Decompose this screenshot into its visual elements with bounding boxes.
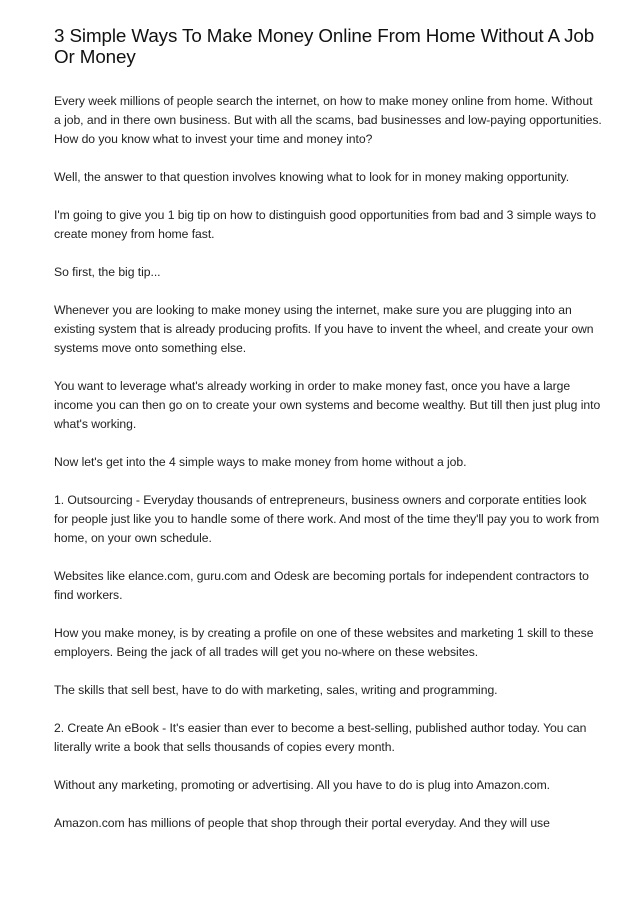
document-body [54,92,602,833]
paragraph: So first, the big tip... [54,265,161,279]
document-title: 3 Simple Ways To Make Money Online From Home Without A Job Or Money [54,25,595,67]
paragraph: Websites like elance.com, guru.com and Odesk are becoming portals for independent contractors to find workers. [54,569,589,602]
paragraph: Whenever you are looking to make money using the internet, make sure you are plugging into an existing system that is already producing profits. If you have to invent the wheel, and create your own systems move onto something else. [54,303,594,355]
paragraph: The skills that sell best, have to do with marketing, sales, writing and programming. [54,683,498,697]
paragraph: I'm going to give you 1 big tip on how to distinguish good opportunities from bad and 3 simple ways to create money from home fast. [54,208,596,241]
paragraph: 1. Outsourcing - Everyday thousands of entrepreneurs, business owners and corporate entities look for people just like you to handle some of there work. And most of the time they'll pay you to work from home, on your own schedule. [54,493,600,545]
paragraph: Without any marketing, promoting or advertising. All you have to do is plug into Amazon.com. [54,778,551,792]
paragraph: Well, the answer to that question involves knowing what to look for in money making opportunity. [54,170,570,184]
paragraph: 2. Create An eBook - It's easier than ever to become a best-selling, published author today. You can literally write a book that sells thousands of copies every month. [54,721,587,754]
paragraph: Now let's get into the 4 simple ways to make money from home without a job. [54,455,467,469]
paragraph: Every week millions of people search the internet, on how to make money online from home. Without a job, and in there own business. But with all the scams, bad businesses and low-paying opportunities. How do you know what to invest your time and money into? [54,94,602,146]
paragraph: How you make money, is by creating a profile on one of these websites and marketing 1 skill to these employers. Being the jack of all trades will get you no-where on these websites. [54,626,594,659]
paragraph: Amazon.com has millions of people that shop through their portal everyday. And they will use [54,816,550,830]
paragraph: You want to leverage what's already working in order to make money fast, once you have a large income you can then go on to create your own systems and become wealthy. But till then just plug into what's working. [54,379,601,431]
